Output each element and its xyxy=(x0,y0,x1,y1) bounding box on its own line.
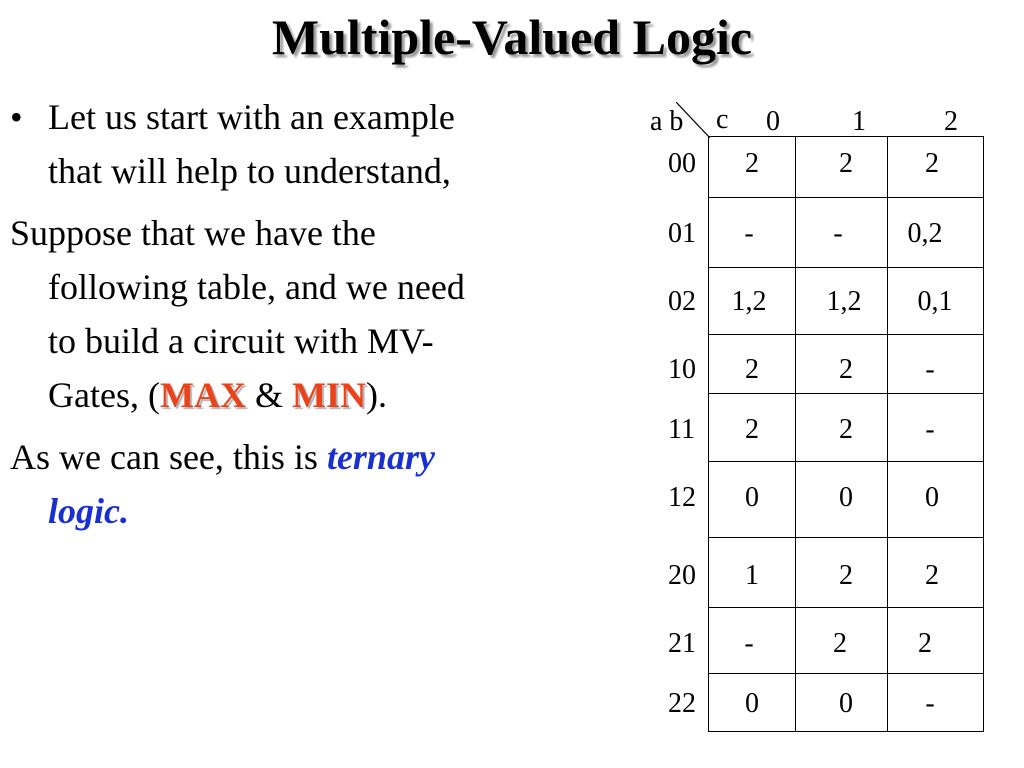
table-cell: 0 xyxy=(745,482,759,513)
row-divider xyxy=(709,197,983,198)
header-c-label: c xyxy=(716,104,729,135)
ternary-text: As we can see, this is xyxy=(10,437,327,477)
slide-title: Multiple-Valued Logic xyxy=(271,9,753,65)
table-cell: 2 xyxy=(925,148,939,179)
row-divider xyxy=(709,461,983,462)
table-cell: 0 xyxy=(839,688,853,719)
table-cell: 2 xyxy=(839,148,853,179)
column-header: 1 xyxy=(852,106,866,137)
row-label: 00 xyxy=(668,148,696,179)
min-gate-label: MIN xyxy=(291,375,366,415)
max-gate-label: MAX xyxy=(159,375,246,415)
row-divider xyxy=(709,673,983,674)
table-cell: 0,1 xyxy=(917,286,953,317)
table-cell: - xyxy=(744,218,754,249)
table-cell: 0 xyxy=(745,688,759,719)
table-cell: 1,2 xyxy=(826,286,862,317)
bullet-icon: • xyxy=(10,97,23,137)
row-divider xyxy=(709,334,983,335)
table-cell: - xyxy=(833,218,843,249)
bullet-text: Let us start with an example that will help to understand, xyxy=(48,97,455,191)
row-label: 01 xyxy=(668,218,696,249)
table-cell: 1,2 xyxy=(731,286,767,317)
row-label: 02 xyxy=(668,286,696,317)
table-cell: 2 xyxy=(745,148,759,179)
ternary-logic-term: ternary logic. xyxy=(48,437,435,531)
table-cell: 1 xyxy=(745,560,759,591)
table-cell: 2 xyxy=(839,560,853,591)
row-divider xyxy=(709,393,983,394)
column-header: 2 xyxy=(944,106,958,137)
table-cell: - xyxy=(925,688,935,719)
circuit-paragraph xyxy=(10,206,490,422)
closing-text: ). xyxy=(365,375,387,415)
row-label: 20 xyxy=(668,560,696,591)
column-header: 0 xyxy=(766,106,780,137)
table-cell: - xyxy=(925,354,935,385)
row-label: 22 xyxy=(668,688,696,719)
row-divider xyxy=(709,607,983,608)
table-cell: 2 xyxy=(925,560,939,591)
table-cell: 2 xyxy=(839,414,853,445)
table-cell: 2 xyxy=(745,354,759,385)
table-cell: - xyxy=(744,628,754,659)
table-cell: 2 xyxy=(918,628,932,659)
row-label: 10 xyxy=(668,354,696,385)
header-ab-label: a b xyxy=(650,106,684,137)
row-divider xyxy=(709,267,983,268)
header-divider-line xyxy=(676,102,710,138)
table-cell: - xyxy=(925,414,935,445)
table-cell: 0 xyxy=(839,482,853,513)
ternary-paragraph xyxy=(10,430,490,538)
table-cell: 2 xyxy=(745,414,759,445)
bullet-paragraph xyxy=(10,90,490,198)
row-divider xyxy=(709,537,983,538)
table-cell: 2 xyxy=(833,628,847,659)
row-label: 21 xyxy=(668,628,696,659)
slide-body xyxy=(10,90,490,546)
circuit-text: Suppose that we have the following table, and we need to build a circuit with MV-Gates, ( xyxy=(10,213,465,415)
table-cell: 0 xyxy=(925,482,939,513)
table-cell: 2 xyxy=(839,354,853,385)
row-label: 11 xyxy=(668,414,695,445)
table-cell: 0,2 xyxy=(907,218,943,249)
ampersand-text: & xyxy=(245,375,292,415)
row-label: 12 xyxy=(668,482,696,513)
